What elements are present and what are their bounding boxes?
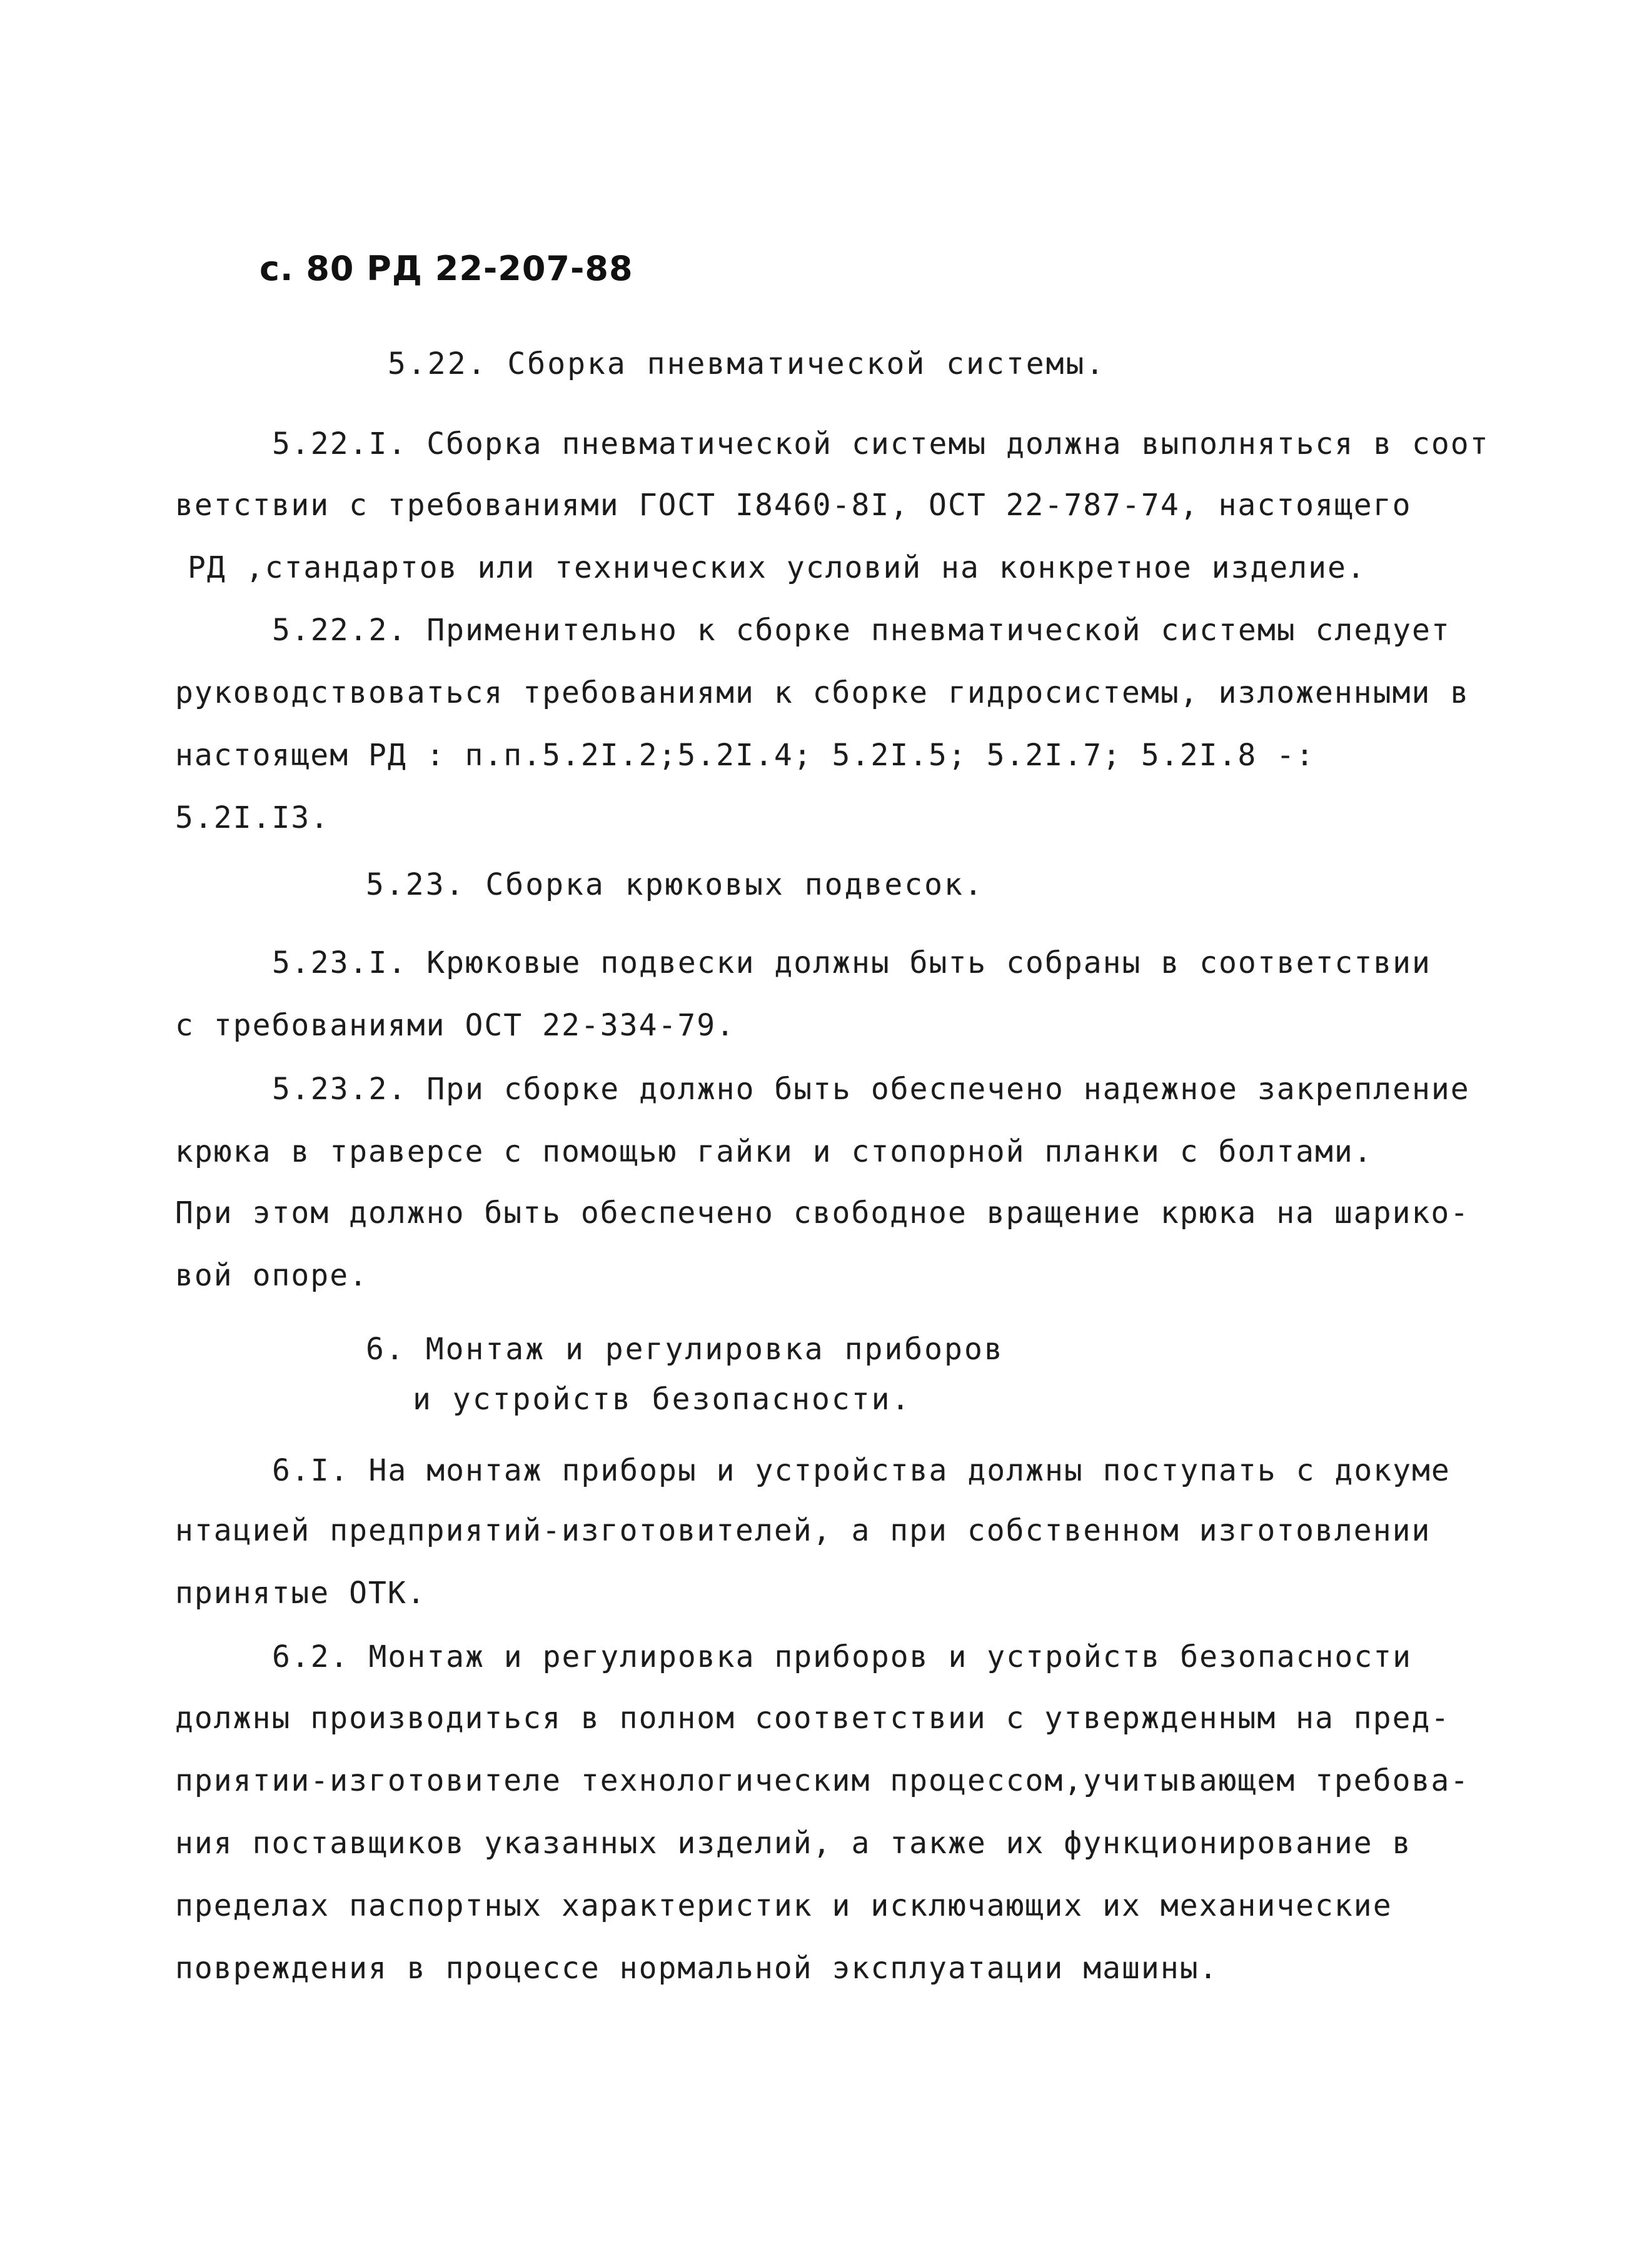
paragraph-line: руководствоваться требованиями к сборке гидросистемы, изложенными в	[175, 675, 1470, 710]
paragraph-line: с требованиями ОСТ 22-334-79.	[175, 1008, 736, 1043]
page-header: с. 80 РД 22-207-88	[259, 249, 633, 288]
section-5-22-title: 5.22. Сборка пневматической системы.	[388, 346, 1106, 381]
paragraph-line: настоящем РД : п.п.5.2I.2;5.2I.4; 5.2I.5; 5.2I.7; 5.2I.8 -:	[175, 738, 1316, 773]
paragraph-line: 6.I. На монтаж приборы и устройства должны поступать с докуме	[272, 1453, 1451, 1488]
paragraph-line: крюка в траверсе с помощью гайки и стопорной планки с болтами.	[175, 1134, 1373, 1169]
paragraph-line: повреждения в процессе нормальной эксплуатации машины.	[175, 1951, 1219, 1986]
paragraph-line: 5.22.I. Сборка пневматической системы должна выполняться в соот	[272, 426, 1489, 461]
paragraph-line: вой опоре.	[175, 1258, 368, 1293]
paragraph-line: 5.22.2. Применительно к сборке пневматической системы следует	[272, 613, 1451, 648]
paragraph-line: принятые ОТК.	[175, 1576, 426, 1611]
section-6-title: и устройств безопасности.	[413, 1382, 912, 1417]
section-5-23-title: 5.23. Сборка крюковых подвесок.	[366, 867, 984, 902]
paragraph-line: При этом должно быть обеспечено свободное вращение крюка на шарико-	[175, 1195, 1470, 1230]
paragraph-line: 5.23.I. Крюковые подвески должны быть собраны в соответствии	[272, 945, 1431, 980]
paragraph-line: приятии-изготовителе технологическим процессом,учитывающем требова-	[175, 1763, 1470, 1798]
paragraph-line: ветствии с требованиями ГОСТ I8460-8I, ОСТ 22-787-74, настоящего	[175, 488, 1412, 523]
paragraph-line: нтацией предприятий-изготовителей, а при собственном изготовлении	[175, 1513, 1431, 1548]
paragraph-line: 5.23.2. При сборке должно быть обеспечено надежное закрепление	[272, 1072, 1470, 1107]
paragraph-line: 6.2. Монтаж и регулировка приборов и устройств безопасности	[272, 1639, 1413, 1674]
paragraph-line: ния поставщиков указанных изделий, а также их функционирование в	[175, 1826, 1412, 1861]
paragraph-line: пределах паспортных характеристик и исключающих их механические	[175, 1888, 1393, 1923]
paragraph-line: должны производиться в полном соответствии с утвержденным на пред-	[175, 1701, 1451, 1736]
paragraph-line: РД ,стандартов или технических условий на конкретное изделие.	[188, 550, 1366, 585]
paragraph-line: 5.2I.I3.	[175, 800, 330, 835]
section-6-title: 6. Монтаж и регулировка приборов	[366, 1332, 1004, 1367]
